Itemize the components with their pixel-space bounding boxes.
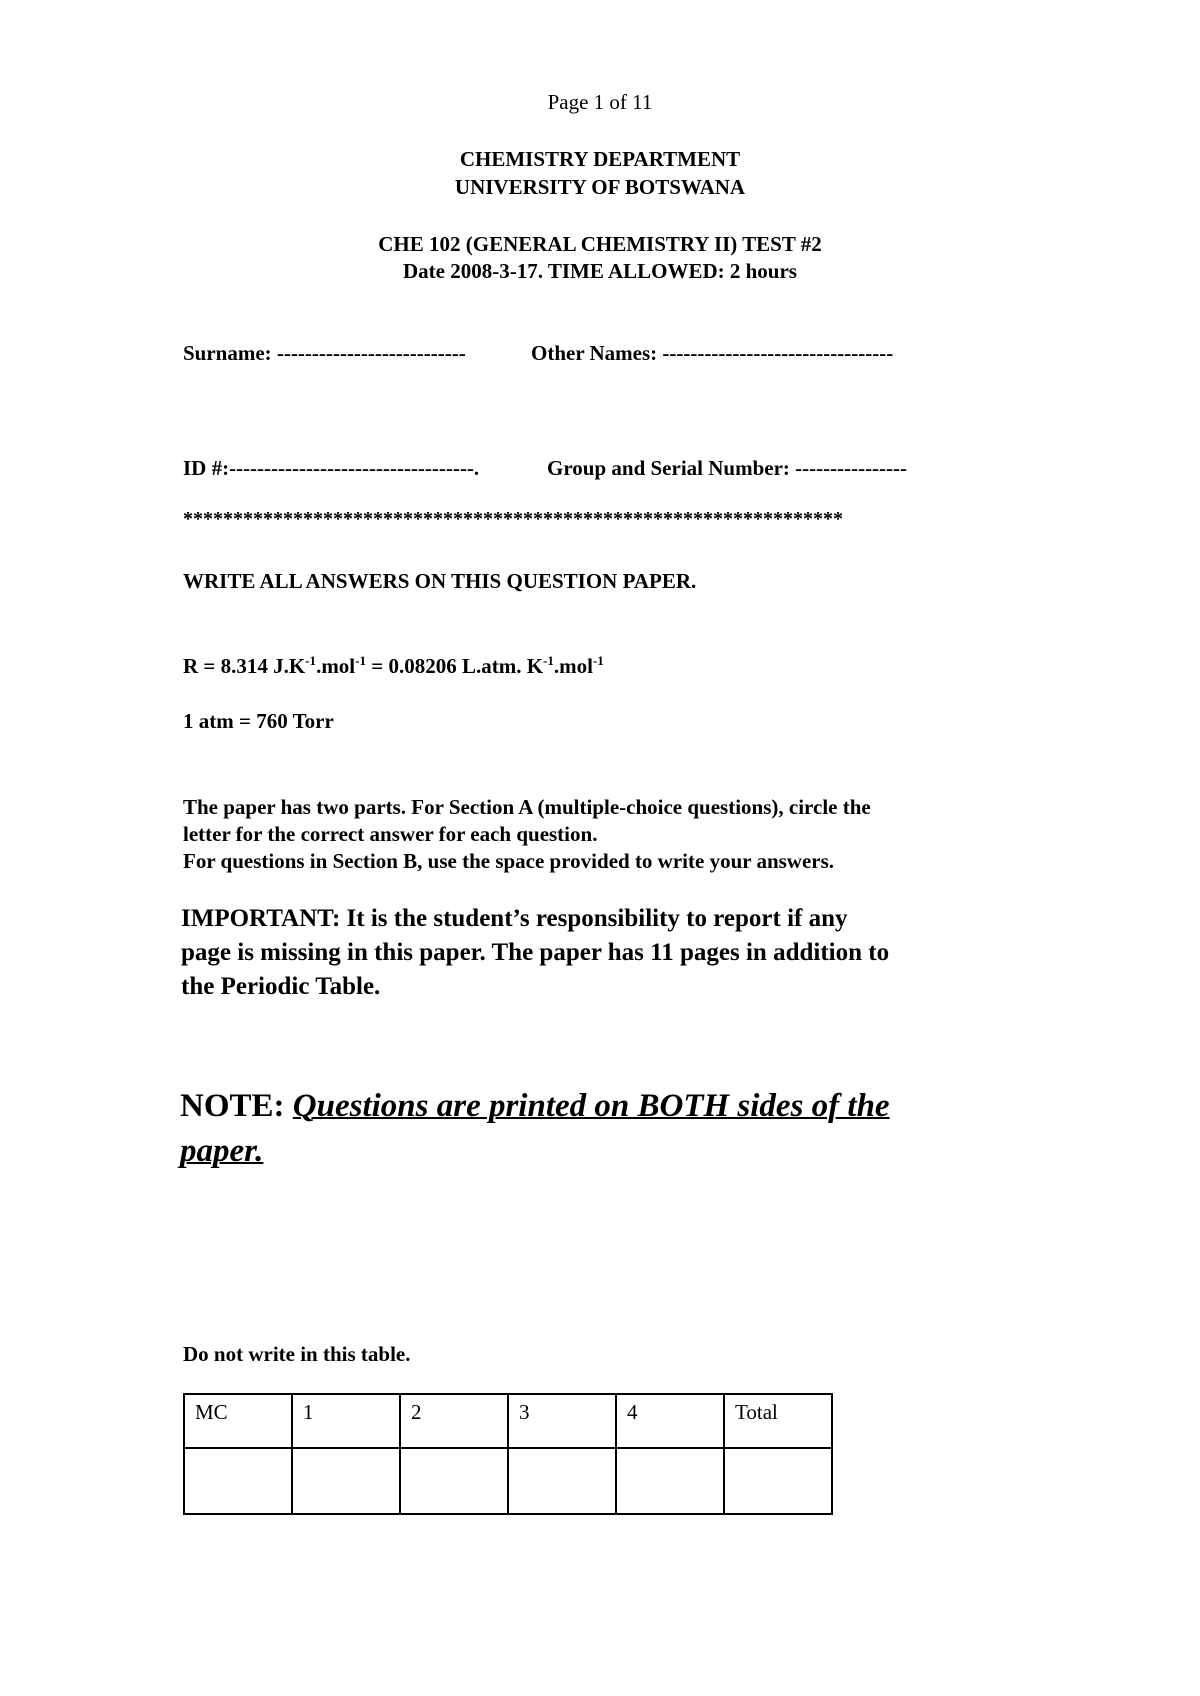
note-label: NOTE: bbox=[180, 1088, 285, 1124]
page-number: Page 1 of 11 bbox=[547, 90, 653, 114]
score-header-4: 4 bbox=[616, 1394, 724, 1448]
university-heading: UNIVERSITY OF BOTSWANA bbox=[454, 175, 746, 199]
parts-instruction-line3: For questions in Section B, use the space provided to write your answers. bbox=[183, 849, 835, 873]
surname-field[interactable]: Surname: --------------------------- bbox=[183, 341, 466, 365]
write-all-instruction: WRITE ALL ANSWERS ON THIS QUESTION PAPER. bbox=[183, 569, 697, 593]
score-table-caption: Do not write in this table. bbox=[183, 1342, 411, 1366]
score-cell-4[interactable] bbox=[616, 1448, 724, 1514]
score-table-entry-row bbox=[184, 1448, 832, 1514]
parts-instruction-line1: The paper has two parts. For Section A (multiple-choice questions), circle the bbox=[183, 795, 871, 819]
score-header-total: Total bbox=[724, 1394, 832, 1448]
score-header-mc: MC bbox=[184, 1394, 292, 1448]
score-table bbox=[183, 1393, 833, 1515]
parts-instruction-line2: letter for the correct answer for each question. bbox=[183, 822, 598, 846]
exam-date-time: Date 2008-3-17. TIME ALLOWED: 2 hours bbox=[403, 259, 797, 283]
note-text-line2: paper. bbox=[180, 1133, 264, 1169]
important-line2: page is missing in this paper. The paper has 11 pages in addition to bbox=[181, 939, 890, 966]
note-text-line1: Questions are printed on BOTH sides of the bbox=[292, 1088, 890, 1124]
score-cell-mc[interactable] bbox=[184, 1448, 292, 1514]
score-header-1: 1 bbox=[292, 1394, 400, 1448]
group-serial-field[interactable]: Group and Serial Number: ---------------- bbox=[547, 456, 908, 480]
separator-line: ****************************************************************** bbox=[183, 508, 843, 530]
note-line1 bbox=[180, 1088, 890, 1125]
important-line1: IMPORTANT: It is the student’s responsibility to report if any bbox=[181, 905, 848, 932]
score-table-header-row bbox=[184, 1394, 832, 1448]
id-field[interactable]: ID #:-----------------------------------. bbox=[183, 456, 480, 480]
score-header-2: 2 bbox=[400, 1394, 508, 1448]
score-cell-total[interactable] bbox=[724, 1448, 832, 1514]
gas-constant-line: R = 8.314 $J.K^{-1}.mol^{-1} = 0.08206$ L.atm. $K^{-1}.mol^{-1}$ bbox=[183, 653, 604, 678]
important-line3: the Periodic Table. bbox=[181, 973, 381, 1000]
score-cell-1[interactable] bbox=[292, 1448, 400, 1514]
course-title: CHE 102 (GENERAL CHEMISTRY II) TEST #2 bbox=[378, 232, 822, 256]
other-names-field[interactable]: Other Names: --------------------------------- bbox=[531, 341, 894, 365]
score-cell-3[interactable] bbox=[508, 1448, 616, 1514]
score-header-3: 3 bbox=[508, 1394, 616, 1448]
atm-conversion: 1 atm = 760 Torr bbox=[183, 709, 334, 733]
score-cell-2[interactable] bbox=[400, 1448, 508, 1514]
department-heading: CHEMISTRY DEPARTMENT bbox=[459, 147, 741, 171]
